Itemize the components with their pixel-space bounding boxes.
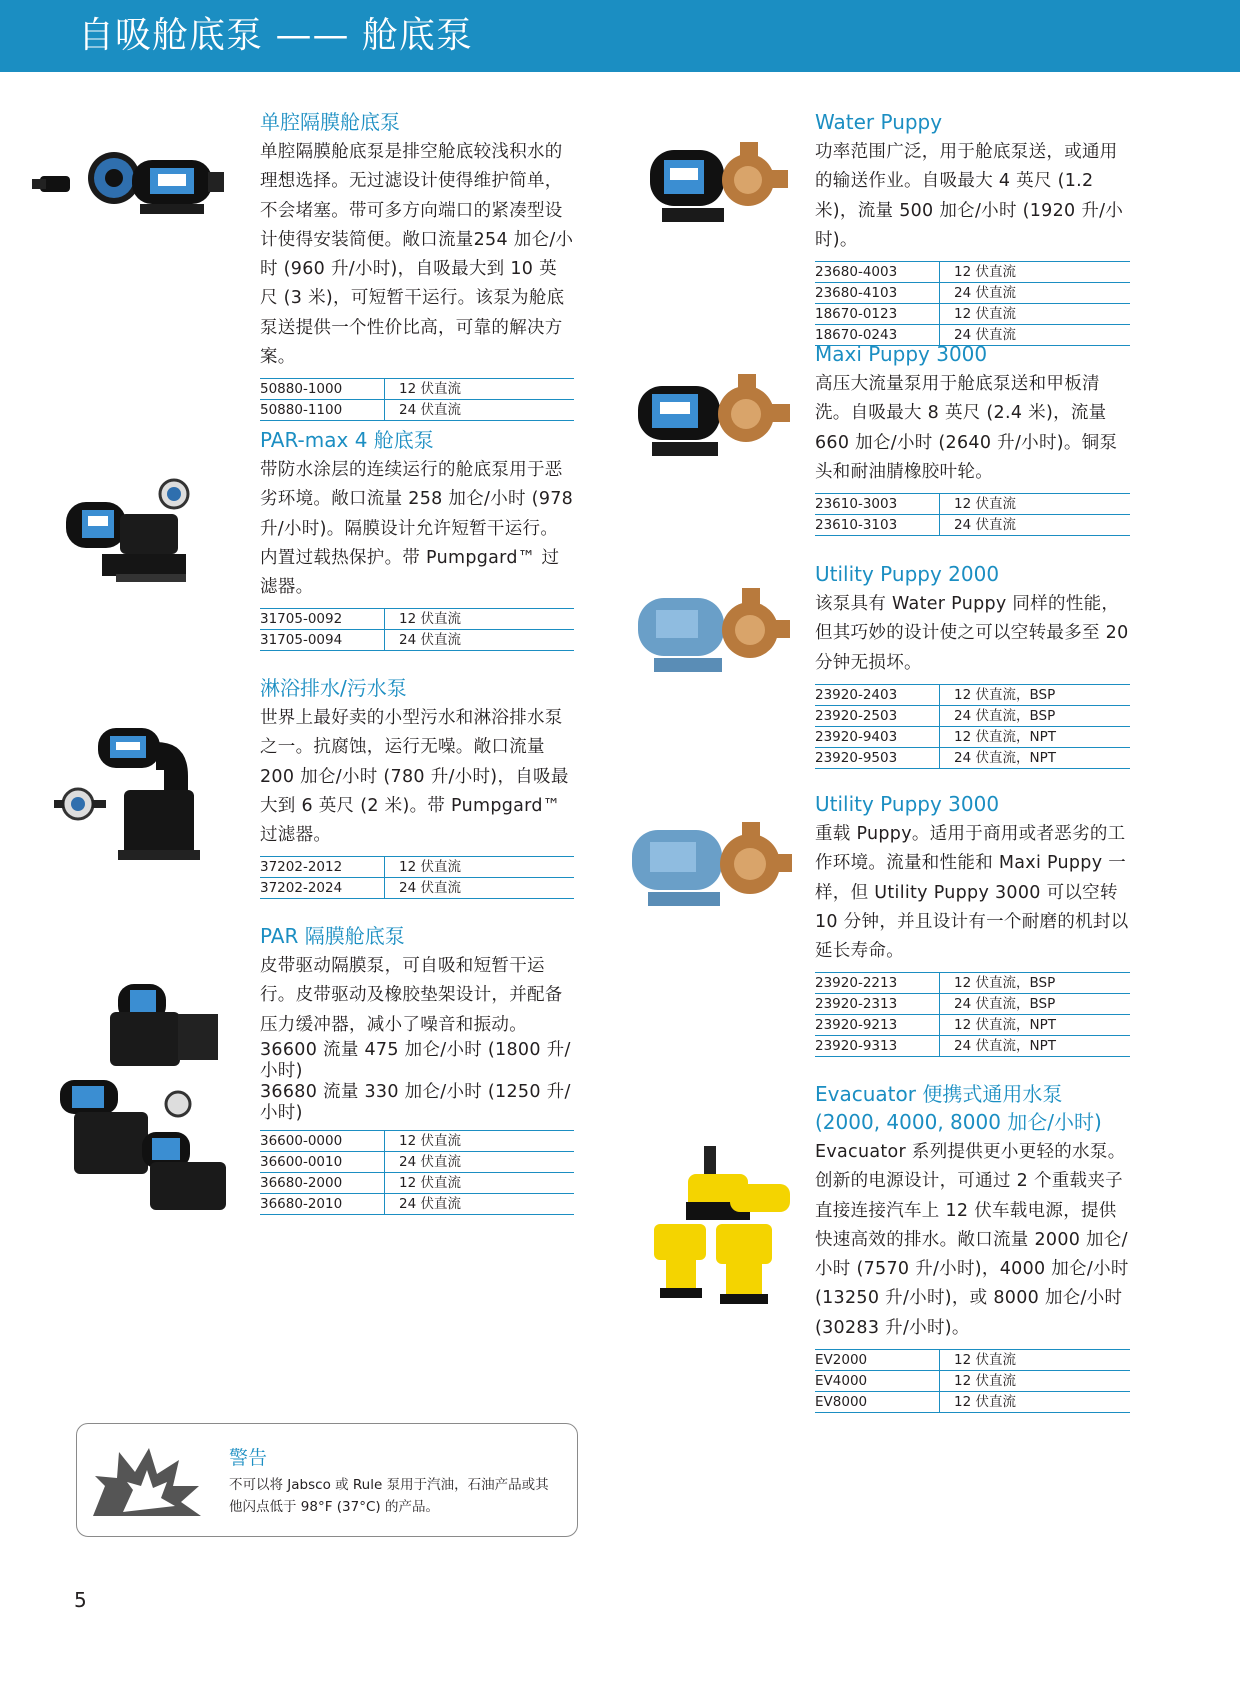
- product-description: 单腔隔膜舱底泵是排空舱底较浅积水的理想选择。无过滤设计使得维护简单，不会堵塞。带可多方向端口的紧凑型设计使得安装简便。敞口流量254 加仑/小时 (960 升/小时)，自吸最大到 10 英尺 (3 米)，可短暂干运行。该泵为舱底泵送提供一个性价比高，可靠的解决方案。: [260, 142, 574, 368]
- voltage: 12 伏直流: [385, 1172, 575, 1193]
- product-title: Maxi Puppy 3000: [815, 342, 988, 366]
- product-title: Utility Puppy 3000: [815, 792, 1000, 816]
- part-number: 23920-2503: [815, 705, 940, 726]
- table-row: [260, 400, 574, 421]
- product-flow-36680: 36680 流量 330 加仑/小时 (1250 升/小时): [260, 1081, 571, 1123]
- part-number: 23610-3003: [815, 494, 940, 515]
- part-number: 23920-2313: [815, 994, 940, 1015]
- page-number: 5: [74, 1588, 87, 1612]
- part-number: EV2000: [815, 1350, 940, 1371]
- voltage: 24 伏直流，NPT: [940, 1036, 1131, 1057]
- table-row: [815, 1392, 1130, 1413]
- voltage: 24 伏直流，NPT: [940, 747, 1131, 768]
- table-row: [260, 630, 574, 651]
- voltage: 12 伏直流: [940, 494, 1131, 515]
- warning-text: 不可以将 Jabsco 或 Rule 泵用于汽油，石油产品或其他闪点低于 98°F (37°C) 的产品。: [229, 1477, 549, 1515]
- part-number: 23920-2213: [815, 973, 940, 994]
- table-row: [260, 379, 574, 400]
- part-number: 23920-9403: [815, 726, 940, 747]
- voltage: 24 伏直流: [940, 325, 1131, 346]
- part-number: 50880-1100: [260, 400, 385, 421]
- table-row: [815, 684, 1130, 705]
- table-row: [815, 1350, 1130, 1371]
- product-title: Evacuator 便携式通用水泵 (2000, 4000, 8000 加仑/小时): [815, 1082, 1102, 1134]
- product-maxi-puppy: [815, 340, 1130, 560]
- voltage: 24 伏直流: [385, 878, 575, 899]
- voltage: 12 伏直流: [940, 262, 1131, 283]
- table-row: [815, 994, 1130, 1015]
- table-row: [815, 747, 1130, 768]
- spec-table: [815, 684, 1130, 769]
- part-number: 18670-0243: [815, 325, 940, 346]
- product-description: 皮带驱动隔膜泵，可自吸和短暂干运行。皮带驱动及橡胶垫架设计，并配备压力缓冲器，减小了噪音和振动。: [260, 956, 563, 1035]
- table-row: [815, 494, 1130, 515]
- table-row: [260, 1151, 574, 1172]
- product-parmax4: [260, 426, 574, 674]
- part-number: 18670-0123: [815, 304, 940, 325]
- spec-table: [260, 856, 574, 899]
- table-row: [815, 283, 1130, 304]
- voltage: 12 伏直流: [385, 609, 575, 630]
- explosion-warning-icon: [87, 1446, 207, 1522]
- part-number: 31705-0094: [260, 630, 385, 651]
- voltage: 12 伏直流: [940, 1392, 1131, 1413]
- part-number: 23920-2403: [815, 684, 940, 705]
- voltage: 12 伏直流: [940, 304, 1131, 325]
- product-description: 该泵具有 Water Puppy 同样的性能，但其巧妙的设计使之可以空转最多至 20 分钟无损坏。: [815, 594, 1129, 673]
- part-number: EV8000: [815, 1392, 940, 1413]
- spec-table: [260, 1130, 574, 1215]
- product-flow-36600: 36600 流量 475 加仑/小时 (1800 升/小时): [260, 1039, 571, 1081]
- table-row: [815, 973, 1130, 994]
- diaphragm-pump-image: [32, 138, 232, 230]
- part-number: 36600-0000: [260, 1130, 385, 1151]
- table-row: [260, 1193, 574, 1214]
- utility-puppy-3000-image: [626, 820, 794, 924]
- table-row: [260, 1172, 574, 1193]
- shower-drain-pump-image: [52, 722, 204, 870]
- product-title: 淋浴排水/污水泵: [260, 676, 407, 700]
- voltage: 12 伏直流: [385, 857, 575, 878]
- maxi-puppy-image: [634, 370, 794, 466]
- part-number: 23610-3103: [815, 515, 940, 536]
- table-row: [815, 304, 1130, 325]
- product-description: 世界上最好卖的小型污水和淋浴排水泵之一。抗腐蚀，运行无噪。敞口流量 200 加仑/小时 (780 升/小时)，自吸最大到 6 英尺 (2 米)。带 Pumpgard™ 过滤器。: [260, 708, 569, 846]
- warning-box: [76, 1423, 578, 1537]
- spec-table: [260, 608, 574, 651]
- part-number: 31705-0092: [260, 609, 385, 630]
- part-number: EV4000: [815, 1371, 940, 1392]
- product-description: 功率范围广泛，用于舱底泵送，或通用的输送作业。自吸最大 4 英尺 (1.2 米)，流量 500 加仑/小时 (1920 升/小时)。: [815, 142, 1124, 250]
- product-title: Water Puppy: [815, 110, 943, 134]
- table-row: [260, 857, 574, 878]
- part-number: 37202-2012: [260, 857, 385, 878]
- voltage: 12 伏直流: [940, 1350, 1131, 1371]
- product-title: 单腔隔膜舱底泵: [260, 110, 400, 134]
- voltage: 12 伏直流: [940, 1371, 1131, 1392]
- warning-title: 警告: [229, 1447, 268, 1469]
- product-description: 高压大流量泵用于舱底泵送和甲板清洗。自吸最大 8 英尺 (2.4 米)，流量 660 加仑/小时 (2640 升/小时)。铜泵头和耐油腈橡胶叶轮。: [815, 374, 1118, 482]
- part-number: 37202-2024: [260, 878, 385, 899]
- product-title: Utility Puppy 2000: [815, 562, 1000, 586]
- voltage: 12 伏直流，NPT: [940, 1015, 1131, 1036]
- part-number: 23680-4103: [815, 283, 940, 304]
- water-puppy-image: [644, 138, 792, 232]
- page-header: [0, 0, 1240, 72]
- voltage: 12 伏直流，BSP: [940, 973, 1131, 994]
- spec-table: [815, 261, 1130, 346]
- voltage: 24 伏直流: [940, 515, 1131, 536]
- product-single-diaphragm: [260, 108, 574, 426]
- table-row: [260, 878, 574, 899]
- spec-table: [815, 972, 1130, 1057]
- page-title: 自吸舱底泵 —— 舱底泵: [78, 15, 473, 56]
- product-shower-drain: [260, 674, 574, 922]
- product-evacuator: [815, 1080, 1130, 1413]
- product-description: 带防水涂层的连续运行的舱底泵用于恶劣环境。敞口流量 258 加仑/小时 (978 升/小时)。隔膜设计允许短暂干运行。内置过载热保护。带 Pumpgard™ 过滤器。: [260, 460, 574, 598]
- part-number: 23920-9503: [815, 747, 940, 768]
- table-row: [260, 609, 574, 630]
- table-row: [815, 1015, 1130, 1036]
- voltage: 24 伏直流: [940, 283, 1131, 304]
- table-row: [815, 515, 1130, 536]
- product-par-diaphragm: [260, 922, 574, 1215]
- voltage: 24 伏直流，BSP: [940, 994, 1131, 1015]
- product-utility-puppy-2000: [815, 560, 1130, 790]
- par-diaphragm-pump-image: [54, 972, 234, 1216]
- part-number: 23920-9213: [815, 1015, 940, 1036]
- table-row: [815, 726, 1130, 747]
- spec-table: [260, 378, 574, 421]
- utility-puppy-2000-image: [632, 584, 792, 686]
- table-row: [815, 262, 1130, 283]
- table-row: [815, 705, 1130, 726]
- spec-table: [815, 493, 1130, 536]
- part-number: 36680-2010: [260, 1193, 385, 1214]
- voltage: 24 伏直流: [385, 630, 575, 651]
- voltage: 12 伏直流，NPT: [940, 726, 1131, 747]
- voltage: 24 伏直流: [385, 1151, 575, 1172]
- table-row: [815, 1371, 1130, 1392]
- right-column: [815, 108, 1130, 1413]
- product-water-puppy: [815, 108, 1130, 344]
- voltage: 12 伏直流，BSP: [940, 684, 1131, 705]
- voltage: 12 伏直流: [385, 1130, 575, 1151]
- part-number: 23680-4003: [815, 262, 940, 283]
- spec-table: [815, 1349, 1130, 1413]
- product-description: Evacuator 系列提供更小更轻的水泵。创新的电源设计，可通过 2 个重载夹子直接连接汽车上 12 伏车载电源，提供快速高效的排水。敞口流量 2000 加仑/小时 (7570 升/小时)，4000 加仑/小时 (13250 升/小时)，或 8000 加仑/小时 (30283 升/小时)。: [815, 1142, 1129, 1338]
- part-number: 23920-9313: [815, 1036, 940, 1057]
- evacuator-pump-image: [646, 1144, 796, 1314]
- product-title: PAR-max 4 舱底泵: [260, 428, 434, 452]
- part-number: 36600-0010: [260, 1151, 385, 1172]
- part-number: 36680-2000: [260, 1172, 385, 1193]
- left-column: [260, 108, 574, 1215]
- table-row: [260, 1130, 574, 1151]
- voltage: 12 伏直流: [385, 379, 575, 400]
- voltage: 24 伏直流: [385, 400, 575, 421]
- product-utility-puppy-3000: [815, 790, 1130, 1080]
- voltage: 24 伏直流: [385, 1193, 575, 1214]
- product-title: PAR 隔膜舱底泵: [260, 924, 405, 948]
- parmax-pump-image: [62, 474, 194, 588]
- product-description: 重载 Puppy。适用于商用或者恶劣的工作环境。流量和性能和 Maxi Puppy 一样，但 Utility Puppy 3000 可以空转 10 分钟，并且设计有一个耐磨的机封以延长寿命。: [815, 824, 1129, 962]
- table-row: [815, 1036, 1130, 1057]
- voltage: 24 伏直流，BSP: [940, 705, 1131, 726]
- part-number: 50880-1000: [260, 379, 385, 400]
